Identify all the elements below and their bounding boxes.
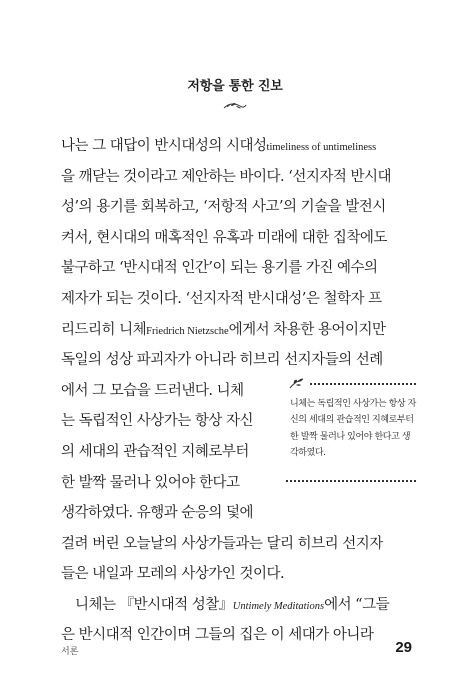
- running-footer-section: 서론: [61, 647, 79, 657]
- text-line: 제자가 되는 것이다. ‘선지자적 반시대성’은 철학자 프: [61, 290, 382, 307]
- text-line: [61, 315, 415, 346]
- pull-quote-text: 니체는 독립적인 사상가는 항상 자신의 세대의 관습적인 지혜로부터 한 발짝 물러나 있어야 한다고 생각하였다.: [290, 399, 416, 459]
- text-line-content: 나는 그 대답이 반시대성의 시대성: [61, 138, 267, 154]
- text-line: [61, 131, 415, 162]
- text-line: 한 발짝 물러나 있어야 한다고: [61, 474, 240, 491]
- text-line: 을 깨닫는 것이라고 제안하는 바이다. ‘선지자적 반시대: [61, 168, 392, 185]
- text-line: 의 세대의 관습적인 지혜로부터: [61, 443, 249, 460]
- body-paragraph-2: [61, 590, 415, 621]
- text-line-content: 니체는 『반시대적 성찰』: [75, 597, 233, 613]
- dotted-divider-top: [310, 383, 416, 385]
- text-line: 에서 그 모습을 드러낸다. 니체: [61, 382, 244, 399]
- page-number: 29: [395, 639, 412, 656]
- dotted-divider-bottom: [286, 480, 416, 482]
- text-line: 들은 내일과 모레의 사상가인 것이다.: [61, 566, 285, 583]
- text-line: 는 독립적인 사상가는 항상 자신: [61, 413, 254, 430]
- text-line: 불구하고 ‘반시대적 인간’이 되는 용기를 가진 예수의: [61, 260, 378, 277]
- pull-quote-box: [286, 376, 418, 482]
- text-line-content: 리드리히 니체: [61, 321, 147, 338]
- english-gloss: Friedrich Nietzsche: [146, 325, 229, 337]
- text-line-content: 에게서 차용한 용어이지만: [228, 321, 386, 338]
- english-title-italic: Untimely Meditations: [232, 601, 325, 612]
- text-line: [61, 590, 415, 621]
- text-line: 은 반시대적 인간이며 그들의 집은 이 세대가 아니라: [61, 627, 374, 643]
- body-paragraph-1: [61, 131, 415, 590]
- chapter-title: 저항을 통한 진보: [187, 79, 283, 94]
- text-line: 성’의 용기를 회복하고, ‘저항적 사고’의 기술을 발전시: [61, 199, 386, 216]
- english-gloss: timeliness of untimeliness: [266, 142, 377, 153]
- text-line: 독일의 성상 파괴자가 아니라 히브리 선지자들의 선례: [61, 352, 383, 369]
- body-paragraph-2-cont: [61, 620, 415, 650]
- leaf-ornament-icon: [288, 376, 306, 390]
- text-line: 걸려 버린 오늘날의 사상가들과는 달리 히브리 선지자: [61, 535, 383, 552]
- leaf-ornament-icon: [222, 100, 248, 112]
- text-line: 생각하였다. 유행과 순응의 덫에: [61, 505, 254, 522]
- text-line-content: 에서 “그들: [324, 597, 390, 613]
- text-line: 켜서, 현시대의 매혹적인 유혹과 미래에 대한 집착에도: [61, 229, 387, 246]
